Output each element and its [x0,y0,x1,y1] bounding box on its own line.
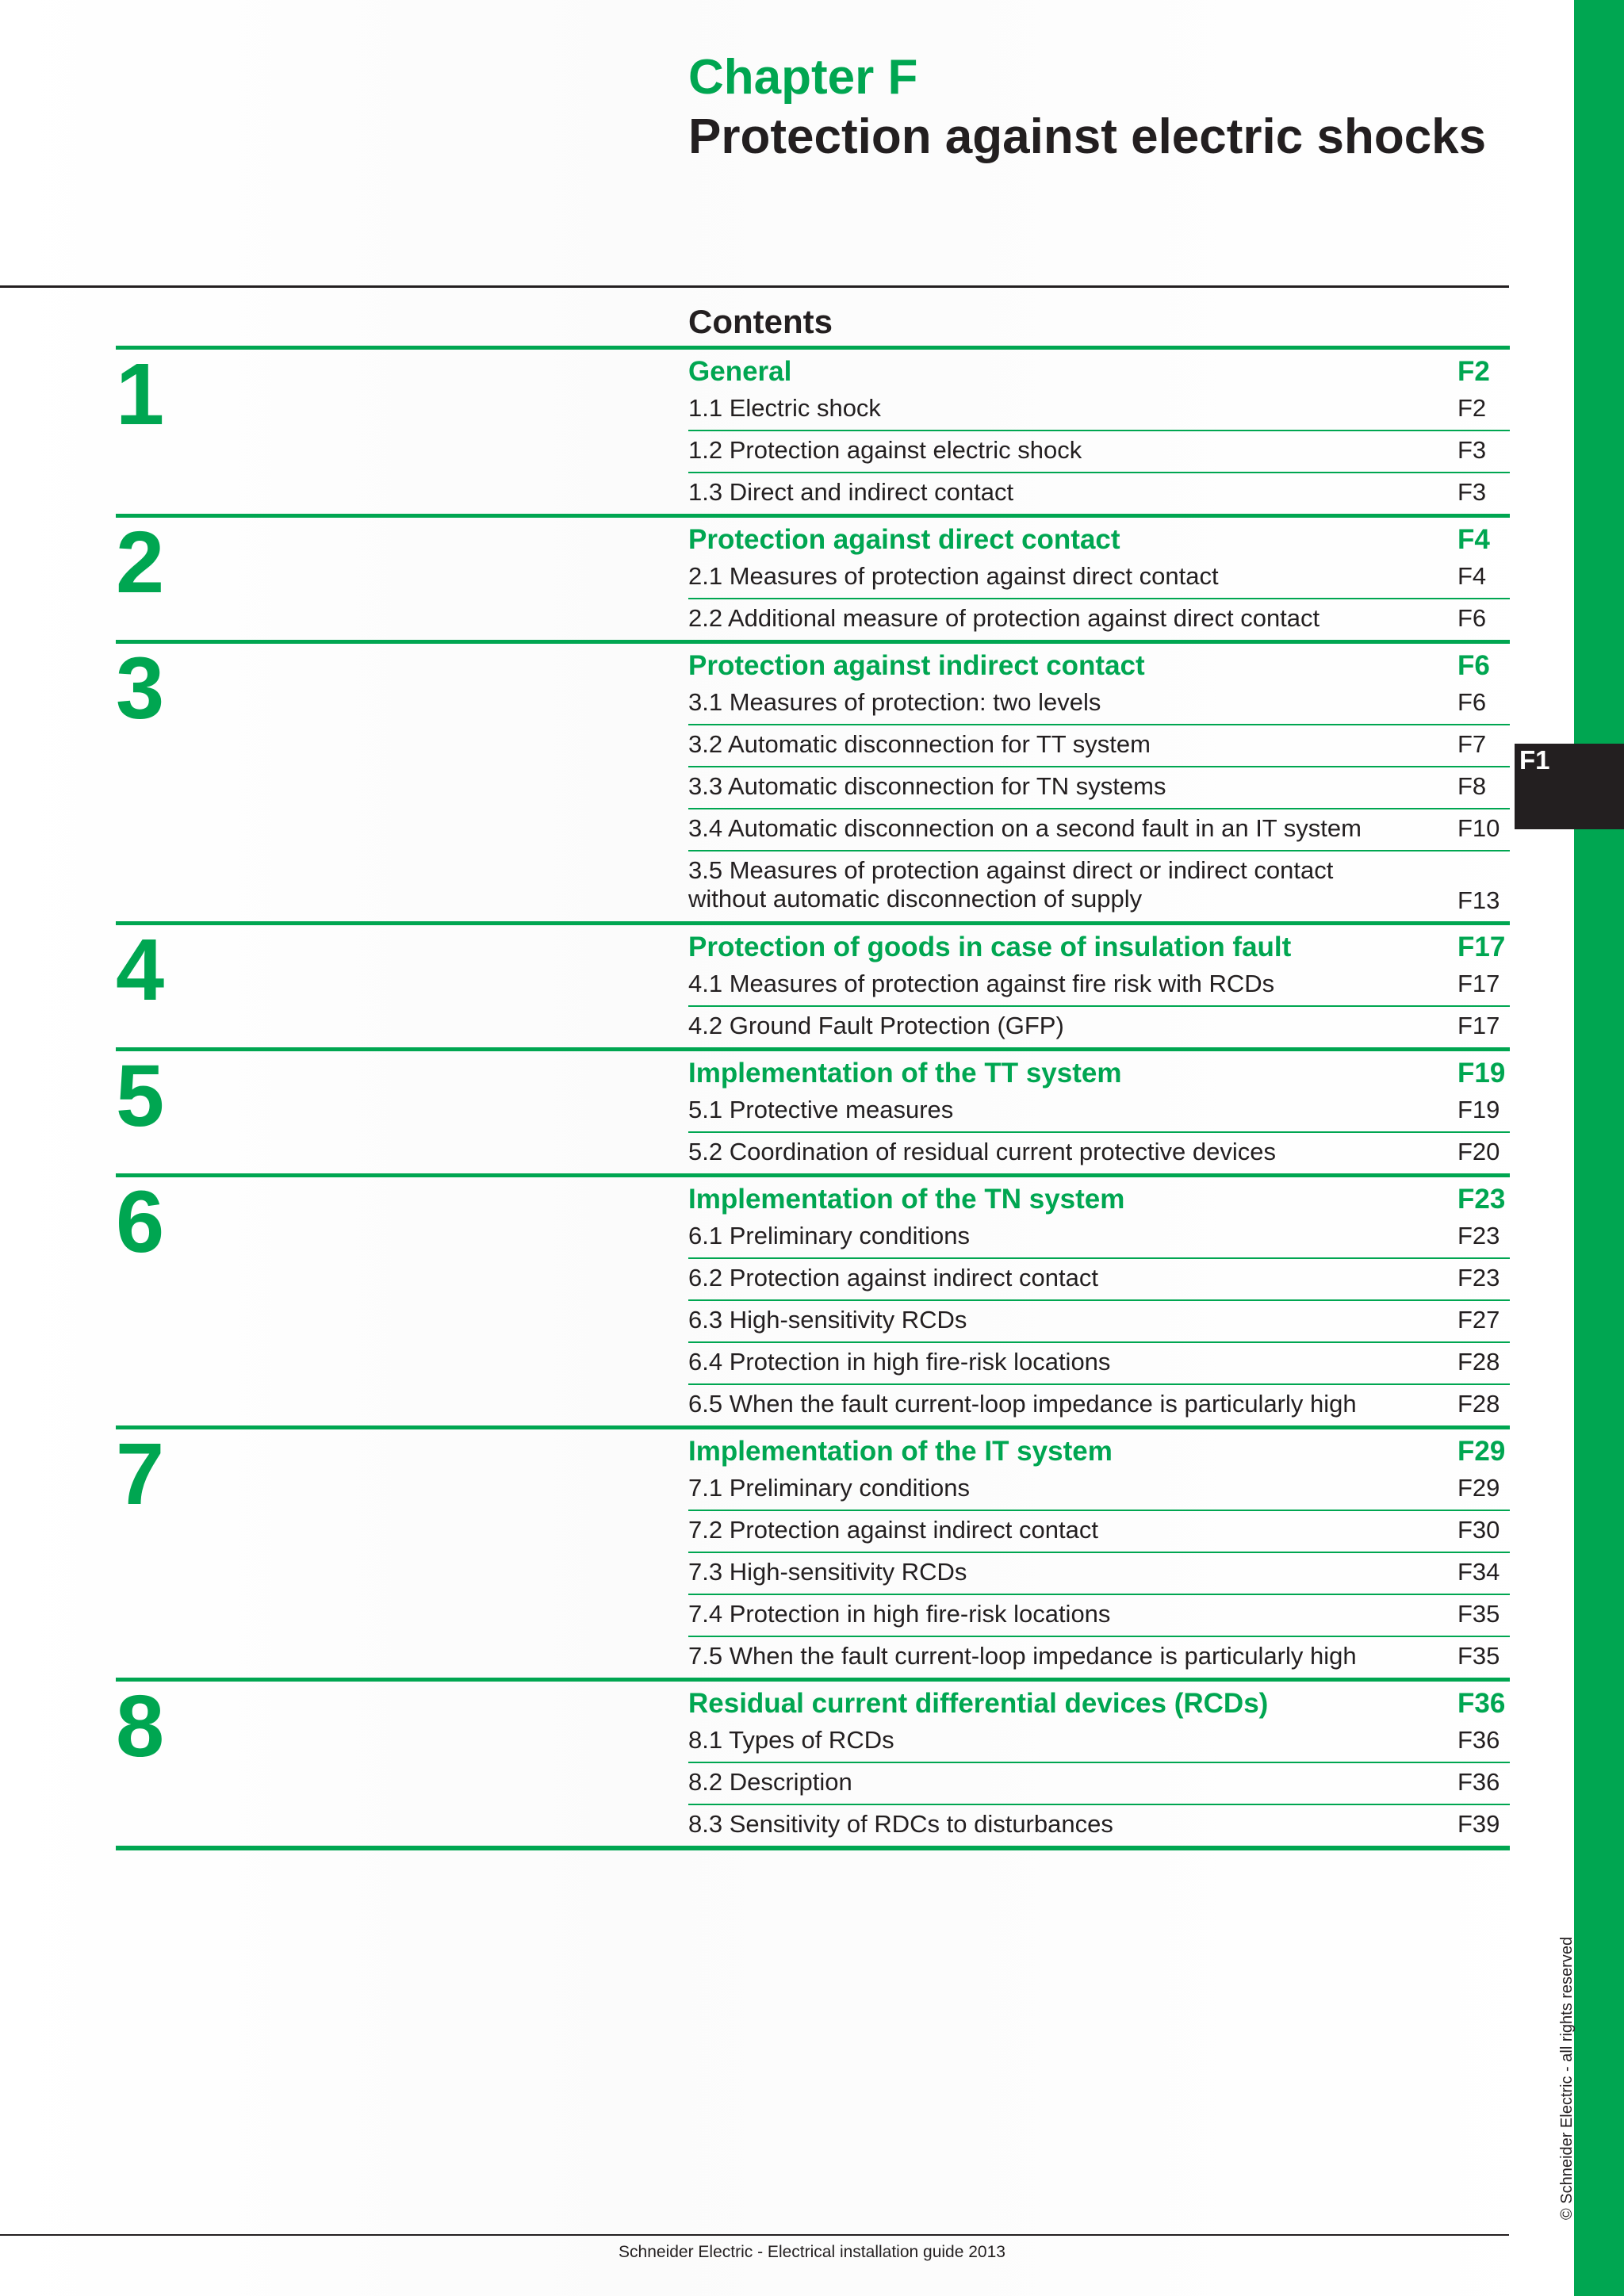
toc-entry[interactable] [688,850,1510,921]
entry-title: 3.4 Automatic disconnection on a second fault in an IT system [688,814,1362,842]
toc-entry[interactable] [688,724,1510,766]
chapter-title: Protection against electric shocks [688,109,1487,164]
footer-text: Schneider Electric - Electrical installation guide 2013 [619,2243,1005,2261]
entry-title [688,856,1333,913]
entry-page: F36 [1457,1768,1500,1796]
entry-title: 6.4 Protection in high fire-risk locations [688,1348,1111,1376]
toc-section [116,640,1510,921]
entry-page: F39 [1457,1810,1500,1838]
toc-section [116,346,1510,514]
entry-page: F20 [1457,1138,1500,1165]
entry-page: F34 [1457,1558,1500,1586]
entry-title: 8.3 Sensitivity of RDCs to disturbances [688,1810,1113,1838]
entry-page: F8 [1457,772,1487,800]
entry-title: 1.2 Protection against electric shock [688,436,1082,464]
page-number: F1 [1519,745,1550,775]
entry-page: F3 [1457,436,1487,464]
section-heading-row[interactable] [688,925,1510,965]
entry-page: F7 [1457,730,1487,758]
toc-entry[interactable] [688,1721,1510,1762]
side-color-bar [1574,0,1624,2296]
section-page: F36 [1457,1688,1506,1719]
section-number: 3 [116,640,165,737]
entry-title: 7.5 When the fault current-loop impedance is particularly high [688,1642,1357,1670]
section-heading-row[interactable] [688,350,1510,389]
toc-entry[interactable] [688,1636,1510,1678]
entry-page: F23 [1457,1264,1500,1292]
page-number-tab [1515,744,1624,829]
toc-entry[interactable] [688,808,1510,850]
toc-entry[interactable] [688,598,1510,640]
section-title: Residual current differential devices (RCDs) [688,1688,1269,1719]
toc-entry[interactable] [688,1510,1510,1552]
entry-page: F3 [1457,478,1487,506]
entry-title-line2: without automatic disconnection of supply [688,885,1143,913]
entry-title: 7.2 Protection against indirect contact [688,1516,1098,1544]
entry-title: 1.3 Direct and indirect contact [688,478,1014,506]
toc-entry[interactable] [688,1217,1510,1257]
entry-title: 4.2 Ground Fault Protection (GFP) [688,1012,1064,1039]
entry-page: F17 [1457,1012,1500,1039]
entry-page: F27 [1457,1306,1500,1334]
entry-title: 7.3 High-sensitivity RCDs [688,1558,967,1586]
section-page: F23 [1457,1184,1506,1215]
section-number: 1 [116,346,165,443]
entry-title: 6.3 High-sensitivity RCDs [688,1306,967,1334]
toc-entry[interactable] [688,1131,1510,1173]
toc-entry[interactable] [688,1299,1510,1341]
toc-section [116,1047,1510,1173]
entry-page: F28 [1457,1348,1500,1376]
entry-title: 4.1 Measures of protection against fire risk with RCDs [688,970,1275,997]
chapter-label: Chapter F [688,50,918,105]
toc-entry[interactable] [688,1804,1510,1846]
toc-entry[interactable] [688,1257,1510,1299]
section-title: Protection against direct contact [688,524,1120,555]
entry-page: F2 [1457,394,1487,422]
toc-entry[interactable] [688,1383,1510,1425]
entry-page: F17 [1457,970,1500,997]
entry-title: 7.4 Protection in high fire-risk locations [688,1600,1111,1628]
toc-entry[interactable] [688,1552,1510,1594]
toc-section [116,921,1510,1047]
section-number: 2 [116,514,165,611]
section-heading-row[interactable] [688,1177,1510,1217]
entry-title: 6.1 Preliminary conditions [688,1222,970,1249]
toc-entry[interactable] [688,1341,1510,1383]
section-heading-row[interactable] [688,1429,1510,1469]
toc-entry[interactable] [688,965,1510,1005]
entry-page: F36 [1457,1726,1500,1754]
entry-title: 3.2 Automatic disconnection for TT system [688,730,1151,758]
entry-title: 3.1 Measures of protection: two levels [688,688,1101,716]
section-page: F17 [1457,932,1506,962]
entry-page: F4 [1457,562,1487,590]
contents-heading: Contents [688,303,833,340]
toc-entry[interactable] [688,430,1510,472]
section-number: 8 [116,1678,165,1775]
section-number: 6 [116,1173,165,1271]
toc-section [116,1173,1510,1425]
entry-page: F35 [1457,1642,1500,1670]
toc-end-rule [116,1846,1510,1850]
entry-title: 8.2 Description [688,1768,852,1796]
section-number: 7 [116,1425,165,1523]
entry-title: 2.2 Additional measure of protection against direct contact [688,604,1320,632]
toc-entry[interactable] [688,389,1510,430]
toc-entry[interactable] [688,1762,1510,1804]
toc-section [116,514,1510,640]
toc-entry[interactable] [688,1091,1510,1131]
entry-page: F28 [1457,1390,1500,1418]
entry-title: 1.1 Electric shock [688,394,881,422]
table-of-contents [116,346,1510,1850]
entry-page: F23 [1457,1222,1500,1249]
toc-entry[interactable] [688,472,1510,514]
toc-section [116,1425,1510,1678]
entry-page: F30 [1457,1516,1500,1544]
section-title: Implementation of the TN system [688,1184,1125,1215]
entry-page: F10 [1457,814,1500,842]
entry-title: 5.1 Protective measures [688,1096,954,1123]
toc-entry[interactable] [688,766,1510,808]
entry-title: 7.1 Preliminary conditions [688,1474,970,1502]
section-page: F2 [1457,356,1490,387]
toc-entry[interactable] [688,1005,1510,1047]
entry-title: 6.2 Protection against indirect contact [688,1264,1098,1292]
entry-page: F13 [1457,886,1500,914]
section-number: 5 [116,1047,165,1145]
section-heading-row[interactable] [688,644,1510,683]
section-number: 4 [116,921,165,1019]
toc-entry[interactable] [688,557,1510,598]
section-page: F6 [1457,650,1490,681]
section-title: Implementation of the IT system [688,1436,1113,1467]
header-divider [0,285,1509,288]
footer-divider [0,2234,1509,2236]
toc-section [116,1678,1510,1846]
entry-page: F35 [1457,1600,1500,1628]
entry-page: F6 [1457,604,1487,632]
toc-entry[interactable] [688,1469,1510,1510]
toc-entry[interactable] [688,1594,1510,1636]
section-page: F4 [1457,524,1490,555]
section-heading-row[interactable] [688,1051,1510,1091]
entry-title: 6.5 When the fault current-loop impedance is particularly high [688,1390,1357,1418]
section-title: General [688,356,792,387]
entry-title: 3.3 Automatic disconnection for TN systems [688,772,1166,800]
entry-title: 5.2 Coordination of residual current protective devices [688,1138,1276,1165]
section-title: Implementation of the TT system [688,1058,1122,1089]
entry-page: F29 [1457,1474,1500,1502]
copyright-notice: © Schneider Electric - all rights reserved [1558,1936,1576,2220]
entry-title: 8.1 Types of RCDs [688,1726,894,1754]
section-title: Protection of goods in case of insulation fault [688,932,1292,962]
section-title: Protection against indirect contact [688,650,1145,681]
entry-page: F6 [1457,688,1487,716]
section-page: F19 [1457,1058,1506,1089]
entry-title-line1: 3.5 Measures of protection against direct or indirect contact [688,856,1334,884]
section-page: F29 [1457,1436,1506,1467]
section-heading-row[interactable] [688,1682,1510,1721]
section-heading-row[interactable] [688,518,1510,557]
entry-page: F19 [1457,1096,1500,1123]
entry-title: 2.1 Measures of protection against direct contact [688,562,1219,590]
toc-entry[interactable] [688,683,1510,724]
